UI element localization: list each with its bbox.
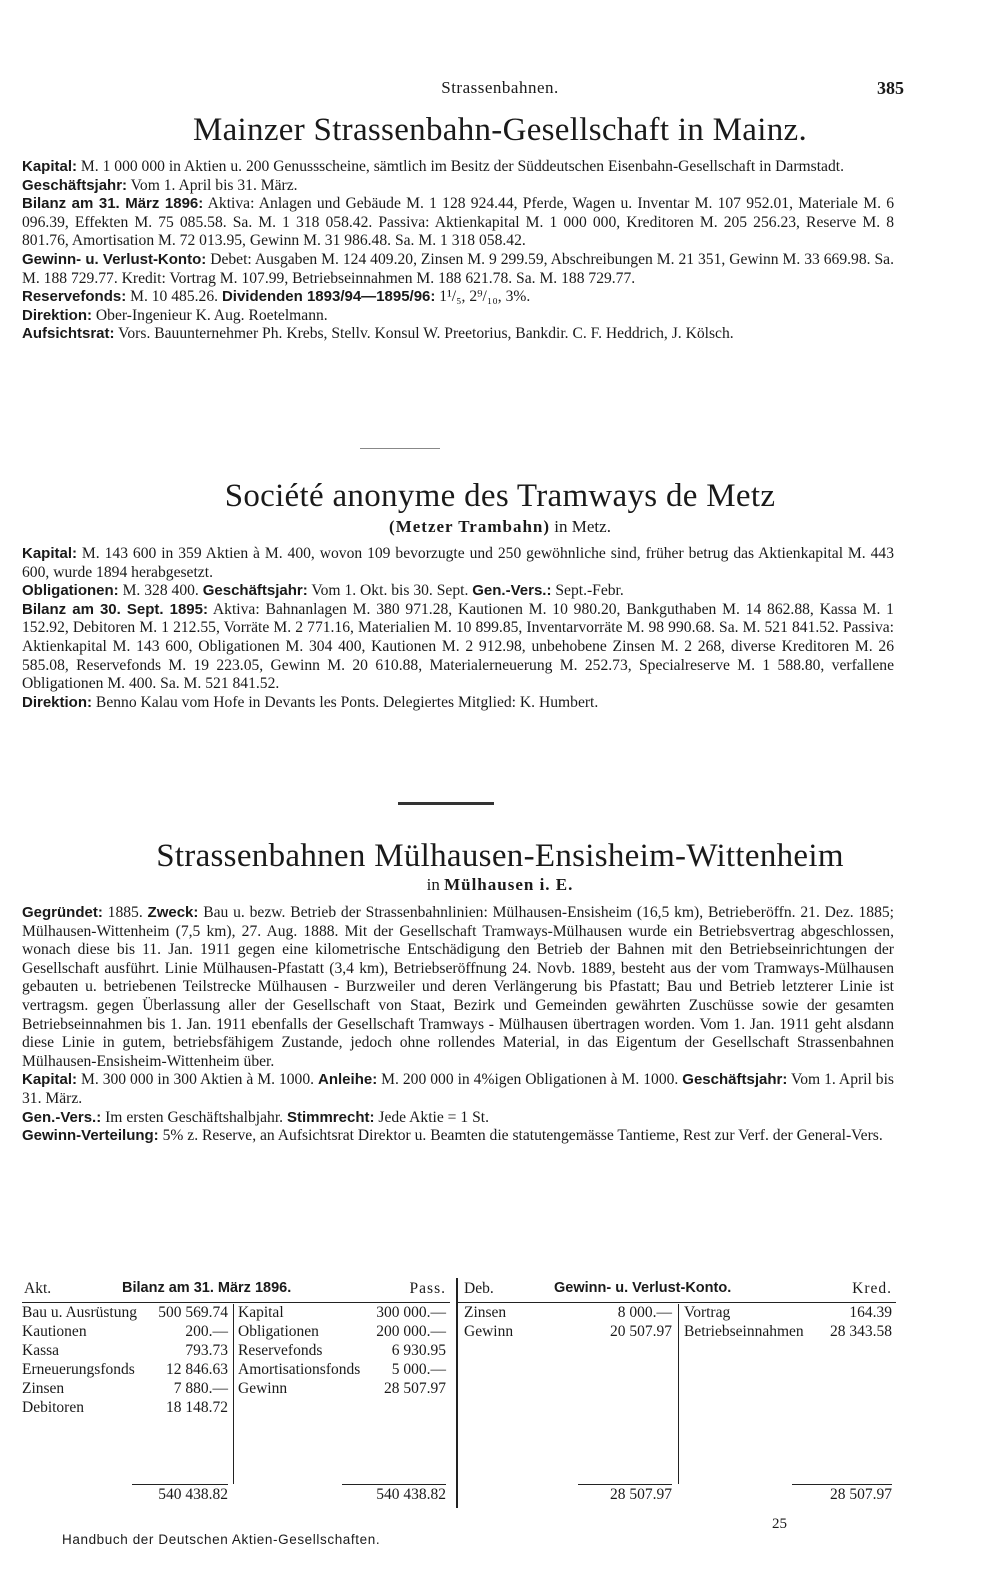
table-row: Betriebseinnahmen 28 343.58: [684, 1323, 892, 1340]
table-row: Kautionen 200.—: [22, 1323, 228, 1340]
mainz-heading: Mainzer Strassenbahn-Gesellschaft in Mainz.: [192, 112, 808, 148]
separator-thick: [398, 802, 494, 805]
table-row: Obligationen 200 000.—: [238, 1323, 446, 1340]
bilanz-title: Bilanz am 31. März 1896.: [122, 1280, 292, 1296]
metz-kapital: Kapital: M. 143 600 in 359 Aktien à M. 400, wovon 109 bevorzugte und 250 gewöhnliche sind, früher betrug das Aktienkapital M. 443 600, wurde 1894 herabgesetzt.: [22, 545, 894, 581]
muelhausen-kapital: Kapital: M. 300 000 in 300 Aktien à M. 1000. Anleihe: M. 200 000 in 4%igen Obligationen à M. 1000. Geschäftsjahr: Vom 1. April bis 31. März.: [22, 1071, 895, 1107]
table-row: Bau u. Ausrüstung 500 569.74: [22, 1304, 228, 1321]
guv-divider: [678, 1304, 679, 1484]
passiva-total-line: [342, 1484, 446, 1485]
table-row: Debitoren 18 148.72: [22, 1399, 228, 1416]
aktiva-list: [22, 1304, 228, 1418]
mainz-direktion: Direktion: Ober-Ingenieur K. Aug. Roetelmann.: [22, 306, 328, 324]
mainz-geschaeftsjahr: Geschäftsjahr: Vom 1. April bis 31. März.: [22, 176, 298, 194]
separator-short: [360, 448, 440, 449]
table-row: Zinsen 7 880.—: [22, 1380, 228, 1397]
kredit-total: 28 507.97: [830, 1486, 892, 1503]
aktiva-total: 540 438.82: [158, 1486, 228, 1503]
guv-title: Gewinn- u. Verlust-Konto.: [554, 1280, 732, 1296]
page-number: 385: [877, 78, 904, 98]
guv-kred-label: Kred.: [852, 1280, 892, 1297]
passiva-total: 540 438.82: [376, 1486, 446, 1503]
debet-total: 28 507.97: [610, 1486, 672, 1503]
passiva-list: [238, 1304, 446, 1399]
guv-table: [456, 1278, 896, 1508]
running-header: [0, 78, 1000, 102]
table-row: Reservefonds 6 930.95: [238, 1342, 446, 1359]
metz-heading: Société anonyme des Tramways de Metz: [224, 478, 776, 514]
table-row: Vortrag 164.39: [684, 1304, 892, 1321]
debet-list: [464, 1304, 672, 1342]
kredit-total-line: [792, 1484, 892, 1485]
balance-tables: [22, 1278, 894, 1508]
table-row: Kapital 300 000.—: [238, 1304, 446, 1321]
guv-header: [458, 1278, 896, 1303]
table-row: Gewinn 28 507.97: [238, 1380, 446, 1397]
metz-entry: [22, 545, 894, 712]
mainz-bilanz: Bilanz am 31. März 1896: Aktiva: Anlagen und Gebäude M. 1 128 924.44, Pferde, Wagen u. Inventar M. 107 952.01, Materiale M. 6 096.39, Effekten M. 75 085.58. Sa. M. 1 318 058.42. Passiva: Aktienkapital M. 1 000 000, Kreditoren M. 205 256.23, Reserve M. 8 801.76, Amortisation M. 72 013.95, Gewinn M. 31 986.48. Sa. M. 1 318 058.42.: [22, 195, 894, 250]
metz-subheading: (Metzer Trambahn) in Metz.: [389, 517, 611, 536]
metz-obligationen: Obligationen: M. 328 400. Geschäftsjahr: Vom 1. Okt. bis 30. Sept. Gen.-Vers.: Sept.-Febr.: [22, 582, 624, 600]
muelhausen-genvers: Gen.-Vers.: Im ersten Geschäftshalbjahr. Stimmrecht: Jede Aktie = 1 St.: [22, 1108, 489, 1126]
running-title: Strassenbahnen.: [441, 78, 559, 97]
mainz-guv: Gewinn- u. Verlust-Konto: Debet: Ausgaben M. 124 409.20, Zinsen M. 9 299.59, Abschreibungen M. 21 351, Gewinn M. 33 669.98. Sa. M. 188 729.77. Kredit: Vortrag M. 107.99, Betriebseinnahmen M. 188 621.78. Sa. M. 188 729.77.: [22, 250, 894, 287]
bilanz-divider: [233, 1304, 234, 1484]
debet-total-line: [578, 1484, 672, 1485]
muelhausen-gegruendet: Gegründet: 1885. Zweck: Bau u. bezw. Betrieb der Strassenbahnlinien: Mülhausen-Ensisheim (16,5 km), Betrieberöffn. 21. Dez. 1885; Mülhausen-Wittenheim (7,5 km), 27. Aug. 1888. Mit der Gesellschaft Tramways-Mülhausen wurde ein Betriebsvertrag abgeschlossen, wonach diese bis 11. Jan. 1911 gegen eine kilometrische Entschädigung den Betrieb der Bahnen mit den Betriebseinrichtungen der Gesellschaft ausführt. Linie Mülhausen-Pfastatt (3,4 km), Betriebseröffnung 24. Novb. 1889, besteht aus der vom Tramways-Mülhausen gebauten u. betriebenen Teilstrecke Mülhausen - Burzweiler und deren Verlängerung bis Pfastatt; Bau und Betrieb letzterer Linie ist vertragsm. gegen Überlassung aller der Gesellschaft von Staat, Bezirk und Gemeinden gewährten Zuschüsse sowie der gesamten Betriebseinnahmen bis 1. Jan. 1911 ebenfalls der Gesellschaft Tramways - Mülhausen übertragen worden. Vom 1. Jan. 1911 geht alsdann diese Linie in gutem, betriebsfähigem Zustande, jedoch ohne rollendes Material, in das Eigentum der Gesellschaft Strassenbahnen Mülhausen-Ensisheim-Wittenheim über.: [22, 904, 894, 1070]
bilanz-pass-label: Pass.: [409, 1280, 446, 1297]
muelhausen-gewinnverteilung: Gewinn-Verteilung: 5% z. Reserve, an Aufsichtsrat Direktor u. Beamten die statutengemässe Tantieme, Rest zur Verf. der General-Vers.: [22, 1127, 883, 1145]
metz-direktion: Direktion: Benno Kalau vom Hofe in Devants les Ponts. Delegiertes Mitglied: K. Humbert.: [22, 693, 599, 711]
kredit-list: [684, 1304, 892, 1342]
muelhausen-heading: Strassenbahnen Mülhausen-Ensisheim-Wittenheim: [156, 838, 844, 874]
mainz-entry: [22, 158, 894, 344]
table-row: Erneuerungsfonds 12 846.63: [22, 1361, 228, 1378]
bilanz-header: [22, 1278, 450, 1303]
table-row: Gewinn 20 507.97: [464, 1323, 672, 1340]
table-row: Kassa 793.73: [22, 1342, 228, 1359]
bilanz-table: [22, 1278, 450, 1508]
muelhausen-subheading: in Mülhausen i. E.: [426, 875, 574, 894]
mainz-reservefonds: Reservefonds: M. 10 485.26. Dividenden 1893/94—1895/96: 1¹/₅, 2⁹/₁₀, 3%.: [22, 288, 531, 306]
signature-mark: 25: [772, 1516, 787, 1532]
bilanz-akt-label: Akt.: [24, 1280, 52, 1297]
table-row: Zinsen 8 000.—: [464, 1304, 672, 1321]
mainz-aufsichtsrat: Aufsichtsrat: Vors. Bauunternehmer Ph. Krebs, Stellv. Konsul W. Preetorius, Bankdir. C. F. Heddrich, J. Kölsch.: [22, 325, 734, 343]
aktiva-total-line: [132, 1484, 228, 1485]
metz-bilanz: Bilanz am 30. Sept. 1895: Aktiva: Bahnanlagen M. 380 971.28, Kautionen M. 10 980.20, Bankguthaben M. 14 862.88, Kassa M. 1 152.92, Debitoren M. 1 212.55, Vorräte M. 2 771.16, Materialien M. 10 899.85, Inventarvorräte M. 98 990.68. Sa. M. 521 841.52. Passiva: Aktienkapital M. 143 600, Obligationen M. 304 400, Kautionen M. 2 912.98, unbehobene Zinsen M. 2 268, diverse Kreditoren M. 26 585.08, Reservefonds M. 19 223.05, Gewinn M. 20 610.88, Materialerneuerung M. 252.73, Specialreserve M. 1 588.80, verfallene Obligationen M. 400. Sa. M. 521 841.52.: [22, 600, 894, 693]
mainz-kapital: Kapital: M. 1 000 000 in Aktien u. 200 Genussscheine, sämtlich im Besitz der Süddeutschen Eisenbahn-Gesellschaft in Darmstadt.: [22, 158, 845, 175]
table-row: Amortisationsfonds 5 000.—: [238, 1361, 446, 1378]
guv-deb-label: Deb.: [464, 1280, 494, 1297]
muelhausen-entry: [22, 904, 894, 1146]
footer-text: Handbuch der Deutschen Aktien-Gesellschaften.: [62, 1532, 381, 1547]
